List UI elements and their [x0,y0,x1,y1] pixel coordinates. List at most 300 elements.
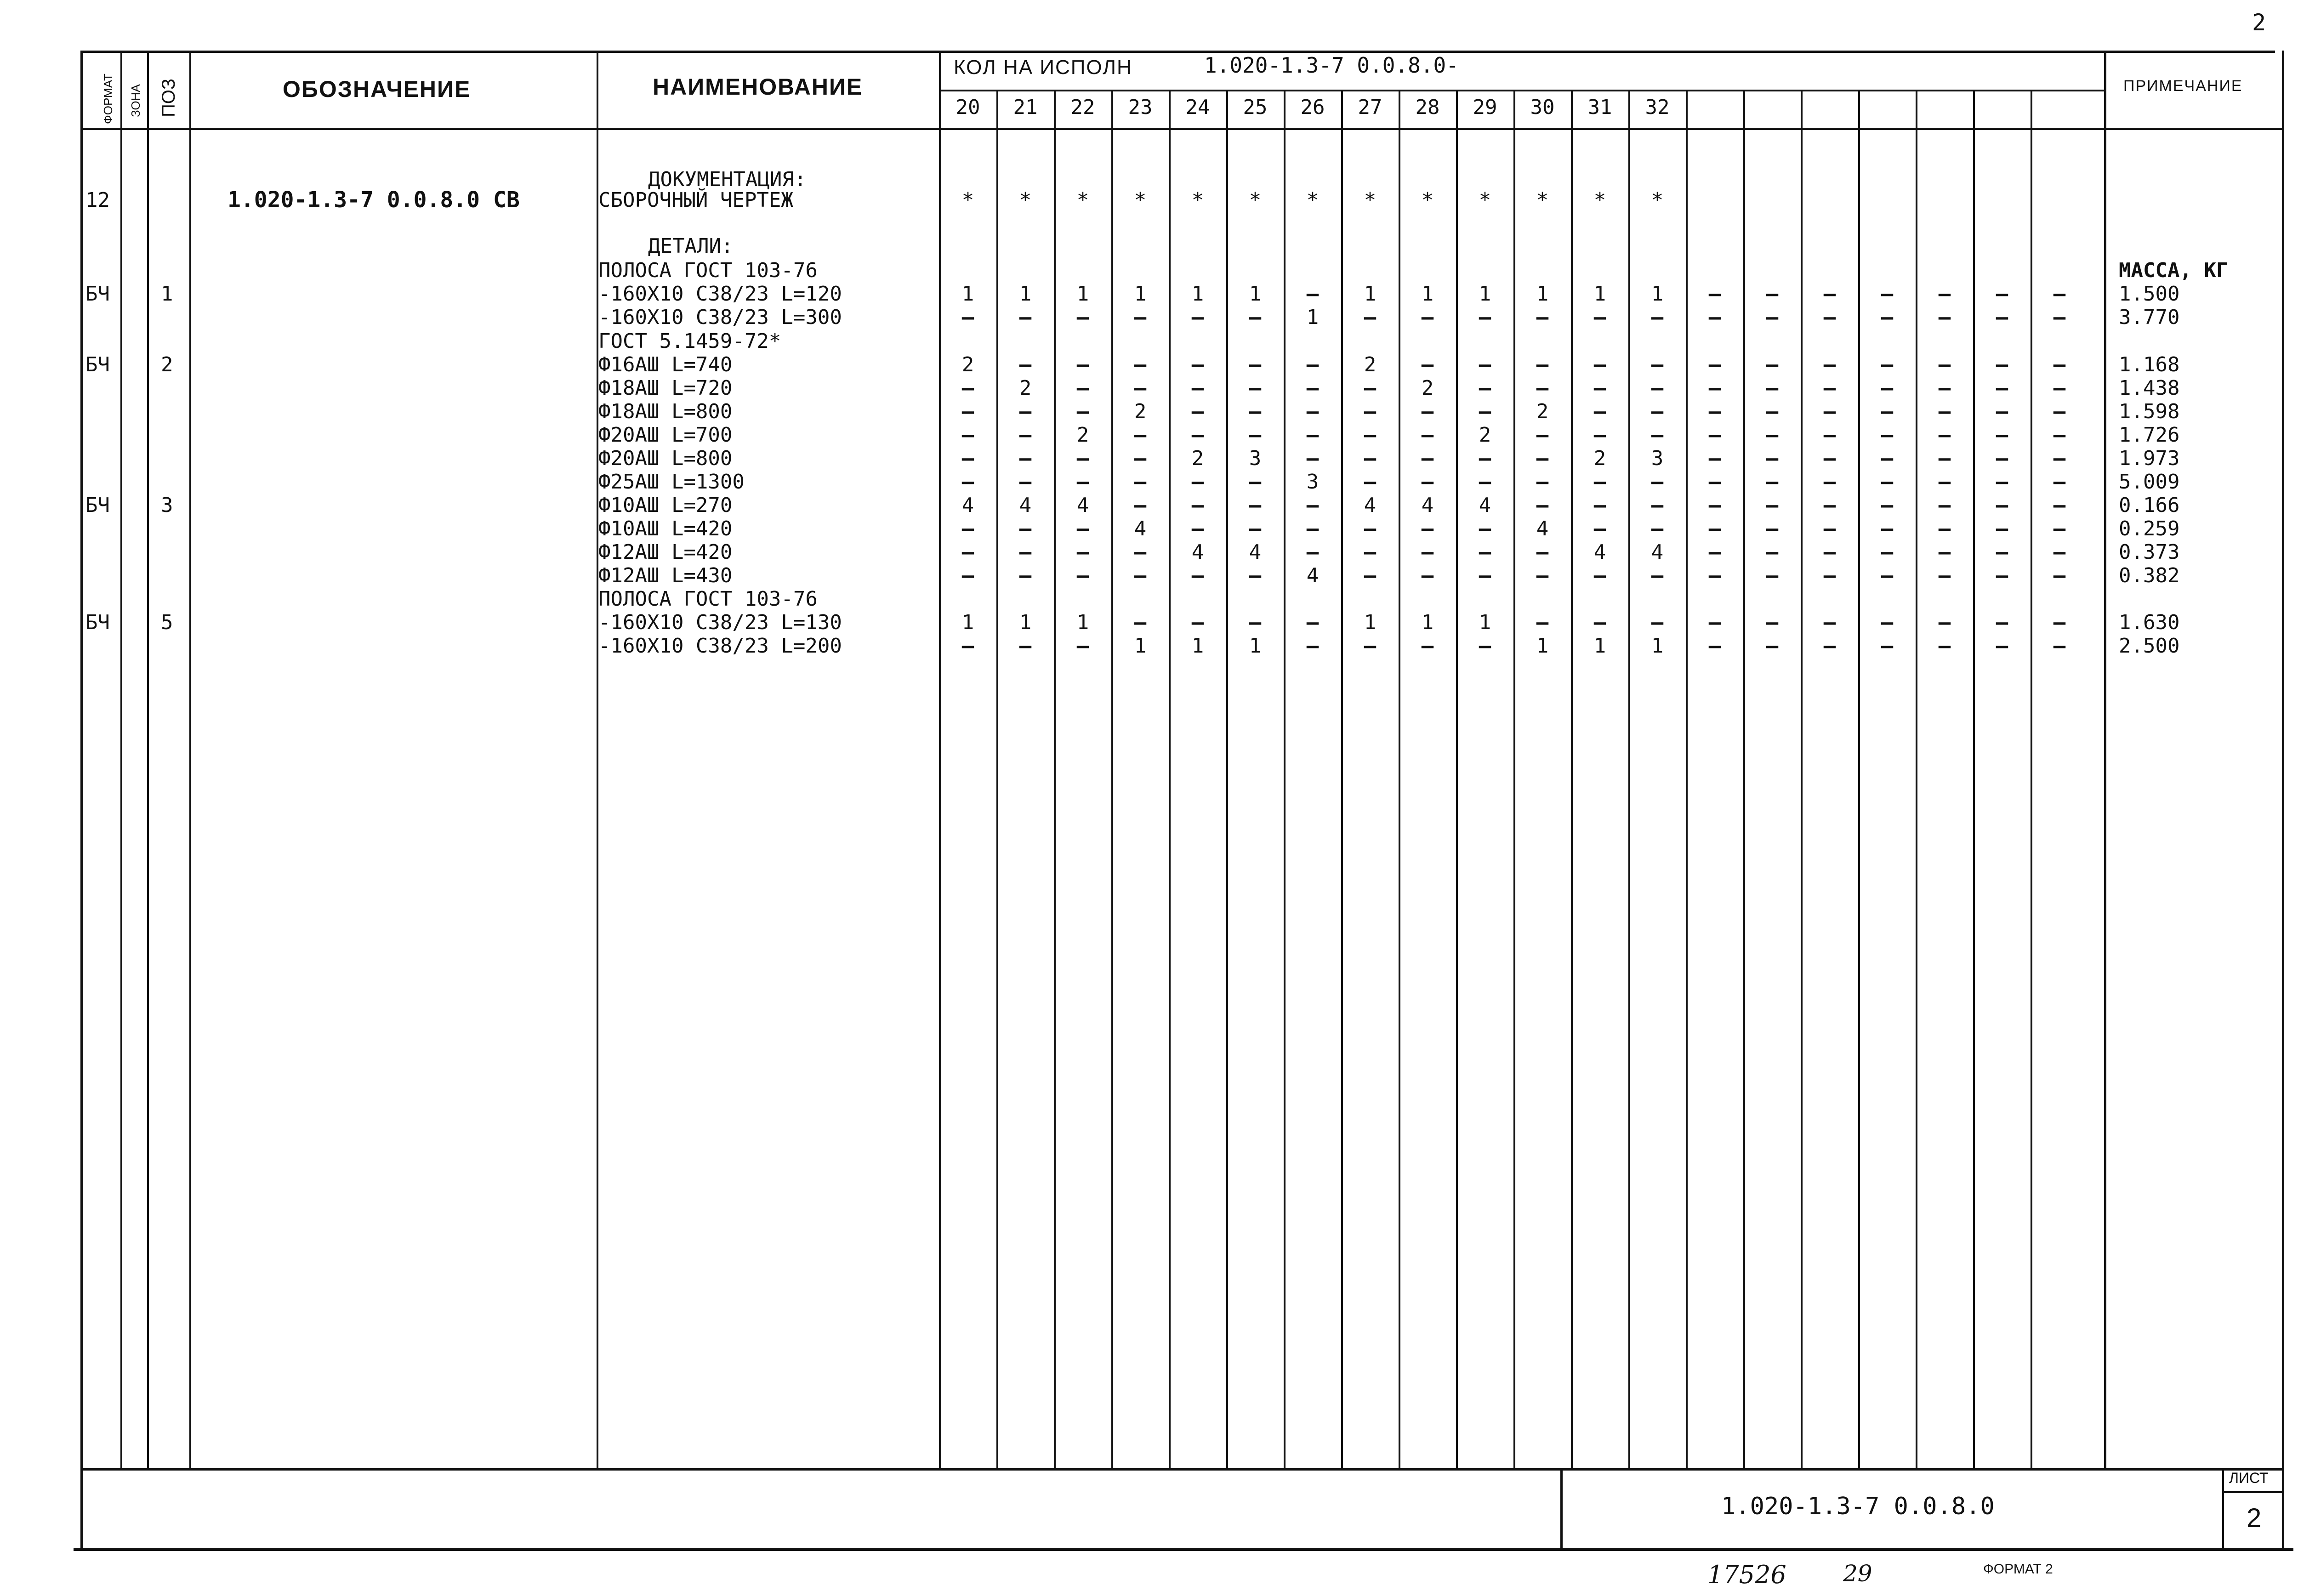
qty-cell: – [1766,634,1779,658]
qty-cell: 1 [1191,634,1204,658]
qty-cell: – [1938,282,1951,306]
qty-cell: – [1881,564,1894,587]
qty-cell: – [1479,447,1491,470]
qty-cell: – [1766,517,1779,540]
qty-cell: 1 [1076,282,1089,306]
qty-cell: – [1881,611,1894,634]
qty-cell: – [1996,353,2008,376]
qty-cell: – [1306,517,1319,540]
qty-column-divider [1858,90,1860,1470]
qty-cell: 1 [1364,611,1377,634]
qty-cell: – [1708,634,1721,658]
qty-column-divider [1513,90,1515,1470]
qty-cell: – [1249,611,1262,634]
qty-cell: – [1651,400,1664,423]
qty-cell: * [1421,188,1434,212]
qty-cell: – [1938,540,1951,564]
variant-header: 26 [1300,96,1325,119]
row-name: Ф10АШ L=420 [598,517,733,540]
qty-cell: – [1708,376,1721,400]
qty-cell: 2 [1076,423,1089,447]
qty-cell: – [1881,540,1894,564]
qty-cell: – [1823,282,1836,306]
qty-cell: – [1191,564,1204,587]
qty-column-divider [1801,90,1803,1470]
qty-cell: 2 [1364,353,1377,376]
inventory-suffix: 29 [1843,1560,1872,1587]
qty-cell: – [1708,470,1721,494]
qty-cell: – [1766,494,1779,517]
qty-cell: – [1823,400,1836,423]
qty-cell: – [1191,517,1204,540]
qty-code: 1.020-1.3-7 0.0.8.0- [1204,53,1459,78]
qty-cell: – [1191,306,1204,329]
variant-header: 29 [1473,96,1497,119]
qty-column-divider [1628,90,1630,1470]
qty-cell: 4 [1191,540,1204,564]
qty-cell: 4 [1593,540,1606,564]
qty-cell: – [1881,634,1894,658]
qty-cell: 2 [1593,447,1606,470]
qty-cell: – [1823,517,1836,540]
qty-cell: * [1593,188,1606,212]
qty-cell: 1 [1421,611,1434,634]
qty-cell: * [1306,188,1319,212]
row-note: 1.598 [2119,400,2180,423]
qty-cell: – [1191,470,1204,494]
qty-cell: – [1536,447,1549,470]
qty-cell: – [1134,376,1147,400]
qty-column-divider [1456,90,1458,1470]
qty-cell: – [1076,447,1089,470]
qty-cell: – [1766,376,1779,400]
variant-header: 22 [1070,96,1095,119]
qty-cell: – [1996,447,2008,470]
qty-cell: – [1536,540,1549,564]
qty-cell: – [1306,540,1319,564]
qty-cell: – [1536,376,1549,400]
qty-cell: – [1651,306,1664,329]
variant-header: 25 [1243,96,1268,119]
qty-cell: – [1249,423,1262,447]
qty-cell: – [1249,470,1262,494]
qty-cell: – [1593,494,1606,517]
qty-cell: – [961,447,974,470]
qty-column-divider [1973,90,1975,1470]
variant-header: 23 [1128,96,1153,119]
qty-cell: – [1134,611,1147,634]
row-position: 3 [161,494,173,517]
qty-cell: – [1708,353,1721,376]
qty-cell: – [1019,423,1032,447]
qty-cell: – [1766,470,1779,494]
qty-cell: – [1249,353,1262,376]
row-name: Ф18АШ L=800 [598,400,733,423]
row-name: ПОЛОСА ГОСТ 103-76 [598,587,818,611]
qty-cell: – [1306,634,1319,658]
qty-cell: – [2053,400,2066,423]
qty-cell: – [1364,470,1377,494]
qty-cell: 4 [1364,494,1377,517]
qty-cell: 2 [1191,447,1204,470]
qty-cell: – [1249,376,1262,400]
qty-cell: – [1306,400,1319,423]
qty-cell: – [1593,564,1606,587]
qty-cell: – [1249,564,1262,587]
sheet-number: 2 [2247,1503,2262,1533]
qty-cell: – [1076,306,1089,329]
qty-cell: 2 [1479,423,1491,447]
row-name: ПОЛОСА ГОСТ 103-76 [598,259,818,282]
corner-mark: 2 [2252,9,2266,36]
row-name: -160Х10 С38/23 L=200 [598,634,842,658]
qty-cell: – [961,400,974,423]
qty-cell: – [1881,494,1894,517]
row-position: 1 [161,282,173,306]
qty-cell: – [1881,376,1894,400]
qty-cell: – [1249,517,1262,540]
qty-cell: – [1651,611,1664,634]
qty-cell: – [1536,494,1549,517]
row-designation: 1.020-1.3-7 0.0.8.0 СВ [228,187,520,213]
qty-cell: – [1249,494,1262,517]
qty-cell: 1 [1134,282,1147,306]
qty-cell: – [1364,447,1377,470]
qty-cell: – [1421,447,1434,470]
qty-cell: 1 [1479,611,1491,634]
qty-cell: – [1881,306,1894,329]
qty-cell: – [1536,564,1549,587]
qty-column-divider [1169,90,1171,1470]
qty-cell: – [2053,282,2066,306]
qty-cell: – [1306,353,1319,376]
qty-cell: – [1421,634,1434,658]
row-note: 1.500 [2119,282,2180,306]
qty-column-divider [1743,90,1745,1470]
qty-cell: – [1996,423,2008,447]
qty-cell: 1 [1134,634,1147,658]
qty-cell: – [1306,447,1319,470]
qty-cell: – [1823,611,1836,634]
qty-cell: – [1019,564,1032,587]
variant-header: 28 [1415,96,1440,119]
row-format: БЧ [85,494,110,517]
qty-cell: 1 [1191,282,1204,306]
qty-cell: 1 [961,282,974,306]
qty-cell: 1 [1364,282,1377,306]
row-name: -160Х10 С38/23 L=130 [598,611,842,634]
row-note: МАССА, КГ [2119,259,2229,282]
qty-column-divider [2031,90,2032,1470]
qty-cell: – [1536,306,1549,329]
qty-cell: 1 [1479,282,1491,306]
row-format: 12 [85,188,110,212]
qty-cell: – [1134,470,1147,494]
qty-cell: – [961,306,974,329]
qty-cell: – [1019,634,1032,658]
qty-cell: – [1938,447,1951,470]
row-note: 0.166 [2119,494,2180,517]
qty-cell: – [1019,540,1032,564]
row-name: Ф20АШ L=800 [598,447,733,470]
qty-cell: – [1134,494,1147,517]
qty-cell: – [1881,282,1894,306]
row-name: Ф18АШ L=720 [598,376,733,400]
qty-cell: – [1996,376,2008,400]
row-note: 0.373 [2119,540,2180,564]
qty-cell: – [1421,400,1434,423]
qty-cell: 4 [1019,494,1032,517]
qty-cell: 1 [1421,282,1434,306]
qty-cell: – [1593,470,1606,494]
qty-cell: – [1938,634,1951,658]
qty-cell: – [1306,376,1319,400]
row-position: 2 [161,353,173,376]
qty-cell: 1 [1593,634,1606,658]
qty-cell: – [1076,353,1089,376]
variant-header: 24 [1185,96,1210,119]
qty-cell: – [2053,564,2066,587]
qty-cell: – [1996,634,2008,658]
qty-cell: – [1938,517,1951,540]
qty-column-divider [1054,90,1056,1470]
variant-header: 30 [1530,96,1555,119]
qty-cell: – [1593,611,1606,634]
qty-cell: – [1306,611,1319,634]
qty-cell: – [1996,470,2008,494]
qty-cell: – [1766,447,1779,470]
qty-cell: – [1479,517,1491,540]
qty-cell: 2 [1421,376,1434,400]
qty-cell: – [1938,400,1951,423]
qty-cell: – [1651,423,1664,447]
col-designation-header: ОБОЗНАЧЕНИЕ [283,76,471,102]
qty-cell: – [1191,353,1204,376]
qty-cell: – [961,540,974,564]
qty-cell: – [1479,376,1491,400]
qty-cell: 1 [1651,282,1664,306]
format-label: ФОРМАТ 2 [1983,1562,2053,1577]
qty-cell: * [1364,188,1377,212]
qty-cell: – [1823,306,1836,329]
row-name: -160Х10 С38/23 L=300 [598,306,842,329]
qty-cell: – [1134,306,1147,329]
qty-column-divider [1916,90,1917,1470]
qty-cell: – [1938,611,1951,634]
qty-cell: – [1766,564,1779,587]
qty-cell: – [1364,400,1377,423]
row-name: СБОРОЧНЫЙ ЧЕРТЕЖ [598,188,793,212]
qty-column-divider [1226,90,1228,1470]
qty-cell: – [1479,353,1491,376]
qty-cell: – [1708,540,1721,564]
qty-cell: – [1191,376,1204,400]
sheet-label: ЛИСТ [2229,1470,2269,1486]
qty-cell: 1 [1651,634,1664,658]
qty-cell: – [1823,470,1836,494]
qty-cell: 1 [1076,611,1089,634]
qty-cell: – [1019,470,1032,494]
row-name: -160Х10 С38/23 L=120 [598,282,842,306]
qty-cell: – [1306,282,1319,306]
row-format: БЧ [85,282,110,306]
qty-column-divider [996,90,998,1470]
qty-cell: – [1191,423,1204,447]
row-note: 0.259 [2119,517,2180,540]
qty-cell: – [961,376,974,400]
qty-cell: 1 [1249,282,1262,306]
qty-cell: – [1421,517,1434,540]
qty-cell: – [1479,634,1491,658]
row-format: БЧ [85,611,110,634]
row-name: ДОКУМЕНТАЦИЯ: [648,168,807,191]
row-name: Ф20АШ L=700 [598,423,733,447]
qty-cell: 3 [1306,470,1319,494]
qty-column-divider [1571,90,1573,1470]
qty-cell: – [2053,447,2066,470]
qty-cell: – [1651,376,1664,400]
qty-cell: – [1191,494,1204,517]
qty-cell: – [1996,306,2008,329]
qty-cell: – [2053,611,2066,634]
qty-cell: – [2053,540,2066,564]
qty-cell: – [1593,353,1606,376]
qty-cell: 4 [1536,517,1549,540]
frame-top [80,51,2275,53]
qty-cell: – [1651,517,1664,540]
qty-cell: 1 [1593,282,1606,306]
qty-cell: – [1076,376,1089,400]
qty-cell: – [1996,564,2008,587]
inventory-number: 17526 [1707,1560,1786,1589]
qty-cell: – [1479,400,1491,423]
qty-cell: – [1881,400,1894,423]
qty-column-divider [1399,90,1400,1470]
col-name-header: НАИМЕНОВАНИЕ [653,74,863,100]
qty-column-divider [1686,90,1688,1470]
qty-cell: 3 [1249,447,1262,470]
qty-cell: – [1421,470,1434,494]
qty-cell: – [961,423,974,447]
qty-cell: – [1191,611,1204,634]
qty-cell: – [1364,306,1377,329]
qty-cell: – [1938,470,1951,494]
qty-cell: – [1996,400,2008,423]
qty-cell: 1 [961,611,974,634]
row-note: 1.973 [2119,447,2180,470]
qty-cell: – [1996,494,2008,517]
qty-cell: – [1019,400,1032,423]
qty-cell: – [2053,470,2066,494]
footer-doc-code: 1.020-1.3-7 0.0.8.0 [1721,1493,1995,1520]
qty-cell: 4 [1479,494,1491,517]
qty-cell: – [1766,306,1779,329]
qty-cell: – [1708,517,1721,540]
qty-cell: – [1708,306,1721,329]
qty-cell: – [1708,564,1721,587]
qty-cell: – [1306,423,1319,447]
qty-cell: – [1421,306,1434,329]
qty-cell: – [2053,353,2066,376]
qty-cell: – [1881,447,1894,470]
qty-cell: 2 [1134,400,1147,423]
frame-right [2282,51,2284,1549]
qty-cell: – [1823,564,1836,587]
qty-cell: – [1708,447,1721,470]
qty-cell: * [1651,188,1664,212]
qty-cell: – [1593,306,1606,329]
qty-cell: – [1708,494,1721,517]
qty-label: КОЛ НА ИСПОЛН [954,56,1132,79]
row-name: Ф10АШ L=270 [598,494,733,517]
qty-cell: – [1536,470,1549,494]
qty-cell: – [1823,540,1836,564]
qty-cell: – [1134,564,1147,587]
qty-cell: – [1938,306,1951,329]
row-position: 5 [161,611,173,634]
qty-column-divider [1111,90,1113,1470]
qty-cell: * [1191,188,1204,212]
qty-cell: * [1536,188,1549,212]
qty-cell: – [1881,353,1894,376]
qty-cell: 1 [1249,634,1262,658]
row-note: 1.726 [2119,423,2180,447]
qty-column-divider [1341,90,1343,1470]
qty-cell: – [1479,564,1491,587]
row-note: 5.009 [2119,470,2180,494]
variant-header: 31 [1587,96,1612,119]
variant-header: 27 [1358,96,1382,119]
row-note: 0.382 [2119,564,2180,587]
qty-cell: – [1364,376,1377,400]
qty-cell: – [1996,540,2008,564]
col-pos-header: ПОЗ [159,78,179,117]
qty-cell: – [1708,423,1721,447]
qty-cell: 1 [1019,282,1032,306]
qty-cell: * [1249,188,1262,212]
qty-cell: 2 [1019,376,1032,400]
row-name: Ф25АШ L=1300 [598,470,745,494]
col-zone-header: ЗОНА [129,84,142,117]
variant-header: 20 [956,96,980,119]
qty-cell: – [1708,400,1721,423]
qty-cell: – [1364,517,1377,540]
qty-cell: – [1708,282,1721,306]
qty-cell: 1 [1306,306,1319,329]
qty-cell: 4 [1421,494,1434,517]
qty-cell: 4 [1134,517,1147,540]
row-name: ДЕТАЛИ: [648,234,734,258]
qty-cell: – [1019,447,1032,470]
qty-cell: 2 [961,353,974,376]
qty-cell: – [1019,353,1032,376]
qty-cell: – [1306,494,1319,517]
qty-subheader-line [940,90,2105,91]
qty-cell: – [2053,306,2066,329]
qty-cell: – [1996,282,2008,306]
qty-cell: – [1364,423,1377,447]
qty-cell: – [1766,611,1779,634]
qty-cell: – [1076,564,1089,587]
qty-cell: – [1421,564,1434,587]
qty-cell: 3 [1651,447,1664,470]
qty-cell: – [1019,306,1032,329]
qty-column-divider [1284,90,1286,1470]
qty-cell: * [1479,188,1491,212]
col-note-header: ПРИМЕЧАНИЕ [2123,77,2243,95]
qty-cell: – [1134,447,1147,470]
qty-cell: – [1651,353,1664,376]
